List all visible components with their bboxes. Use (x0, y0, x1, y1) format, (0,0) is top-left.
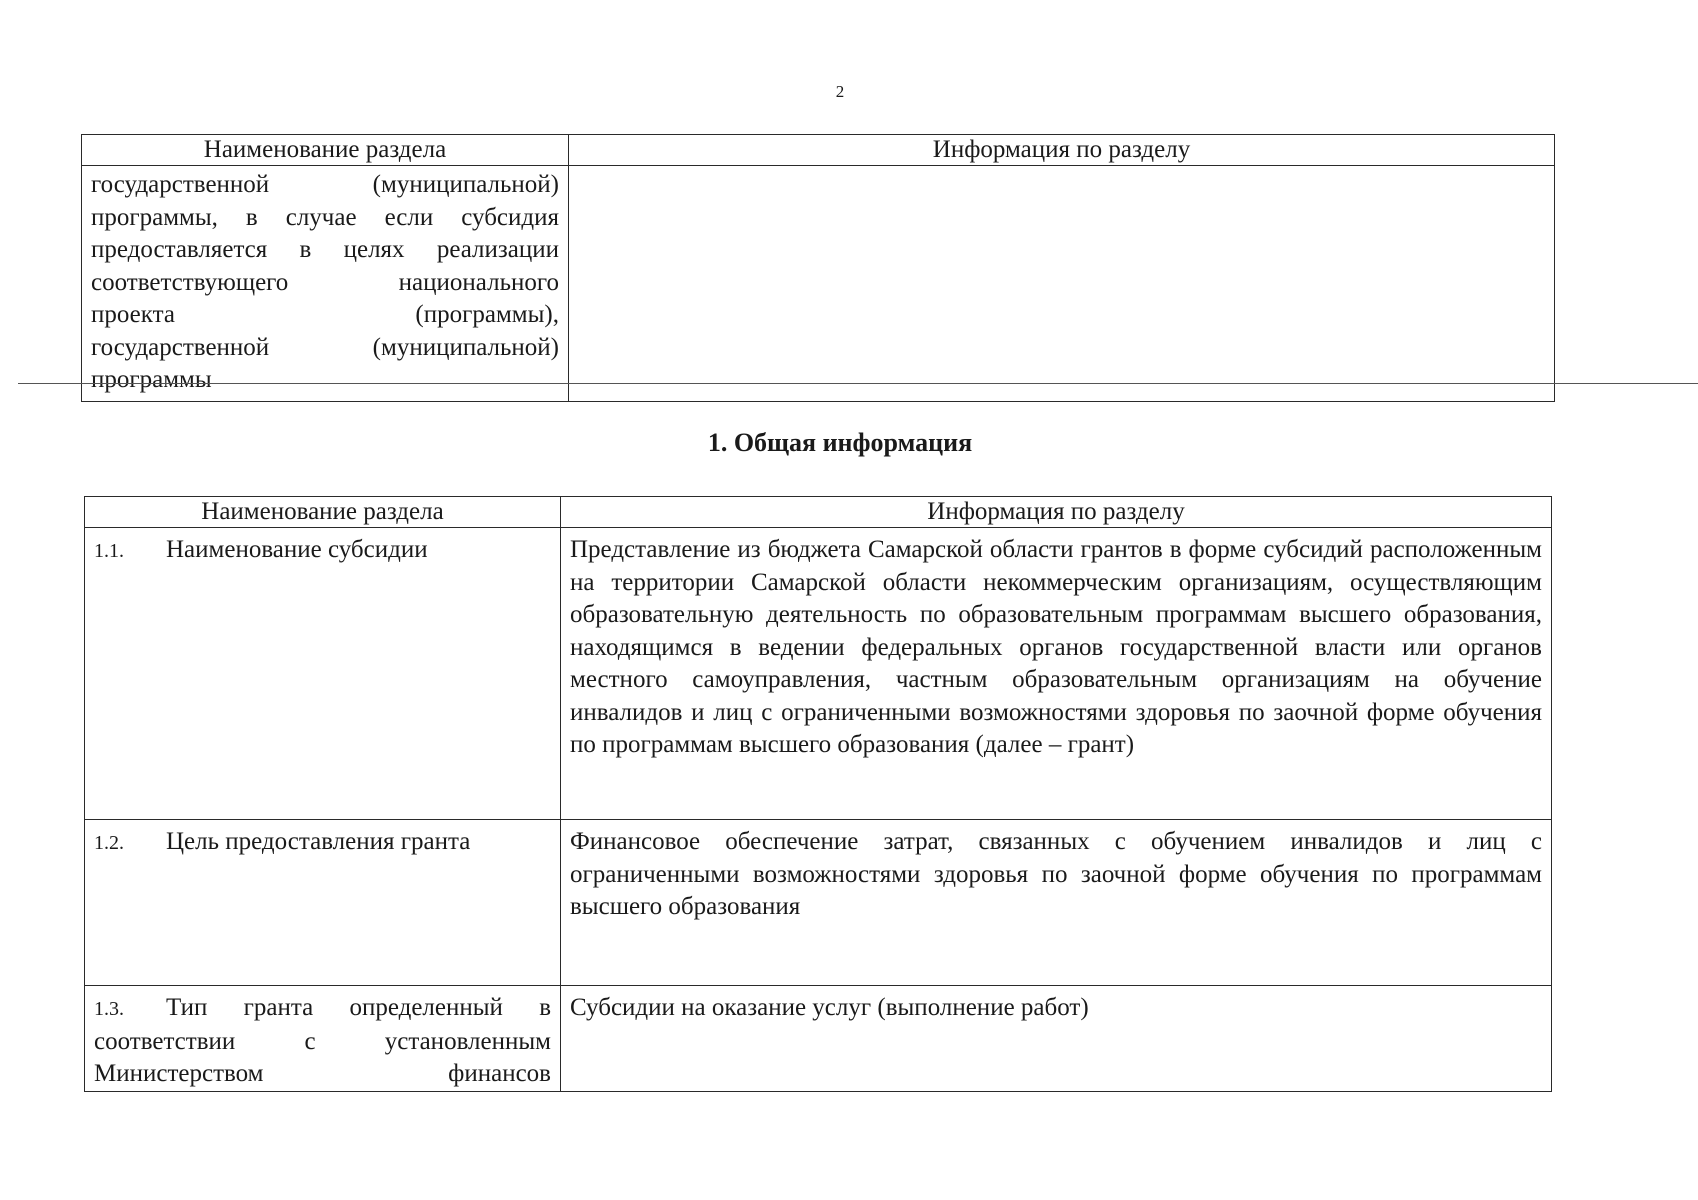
row-name-line: Министерством финансов (94, 1060, 551, 1087)
row-name: Наименование субсидии (166, 536, 428, 563)
cell-line: государственной (муниципальной) (91, 171, 559, 198)
section-info-cell: Финансовое обеспечение затрат, связанных с обучением инвалидов и лиц с ограниченными возможностями здоровья по заочной форме обучения по программам высшего образования (561, 820, 1552, 986)
continued-table (81, 134, 1555, 402)
table-header-row (85, 497, 1552, 528)
row-number: 1.1. (94, 540, 124, 562)
section-info-cell (569, 166, 1555, 402)
table-row (82, 166, 1555, 402)
header-section-info: Информация по разделу (561, 497, 1552, 528)
table-row (85, 986, 1552, 1092)
row-name: Цель предоставления гранта (166, 828, 471, 855)
header-section-name: Наименование раздела (85, 497, 561, 528)
row-name-line: соответствии с установленным (94, 1027, 551, 1055)
header-section-info: Информация по разделу (569, 135, 1555, 166)
row-number: 1.2. (94, 832, 124, 854)
row-number: 1.3. (94, 998, 124, 1020)
table-header-row (82, 135, 1555, 166)
scan-artifact-line (18, 383, 1698, 384)
row-name-line (94, 992, 551, 1026)
section-title: 1. Общая информация (707, 428, 973, 457)
cell-line: программы (91, 366, 212, 393)
section-info-cell: Представление из бюджета Самарской области грантов в форме субсидий расположенным на территории Самарской области некоммерческим организациям, осуществляющим образовательную деятельность по образовательным программам высшего образования, находящимся в ведении федеральных органов государственной власти или органов местного самоуправления, частным образовательным организациям на обучение инвалидов и лиц с ограниченными возможностями здоровья по заочной форме обучения по программам высшего образования (далее – грант) (561, 528, 1552, 820)
section-name-cell (85, 528, 561, 820)
cell-line: программы, в случае если субсидия (91, 203, 559, 231)
section-info-cell: Субсидии на оказание услуг (выполнение работ) (561, 986, 1552, 1092)
section-name-cell (85, 986, 561, 1092)
table-row (85, 820, 1552, 986)
cell-line: предоставляется в целях реализации (91, 236, 559, 263)
row-name-part: Тип гранта определенный в (166, 994, 551, 1021)
table-row (85, 528, 1552, 820)
cell-line: соответствующего национального (91, 268, 559, 296)
general-info-table (84, 496, 1552, 1092)
page-number: 2 (835, 82, 845, 101)
section-name-cell (85, 820, 561, 986)
section-name-cell (82, 166, 569, 402)
cell-line: проекта (программы), (91, 301, 559, 328)
header-section-name: Наименование раздела (82, 135, 569, 166)
cell-line: государственной (муниципальной) (91, 333, 559, 361)
